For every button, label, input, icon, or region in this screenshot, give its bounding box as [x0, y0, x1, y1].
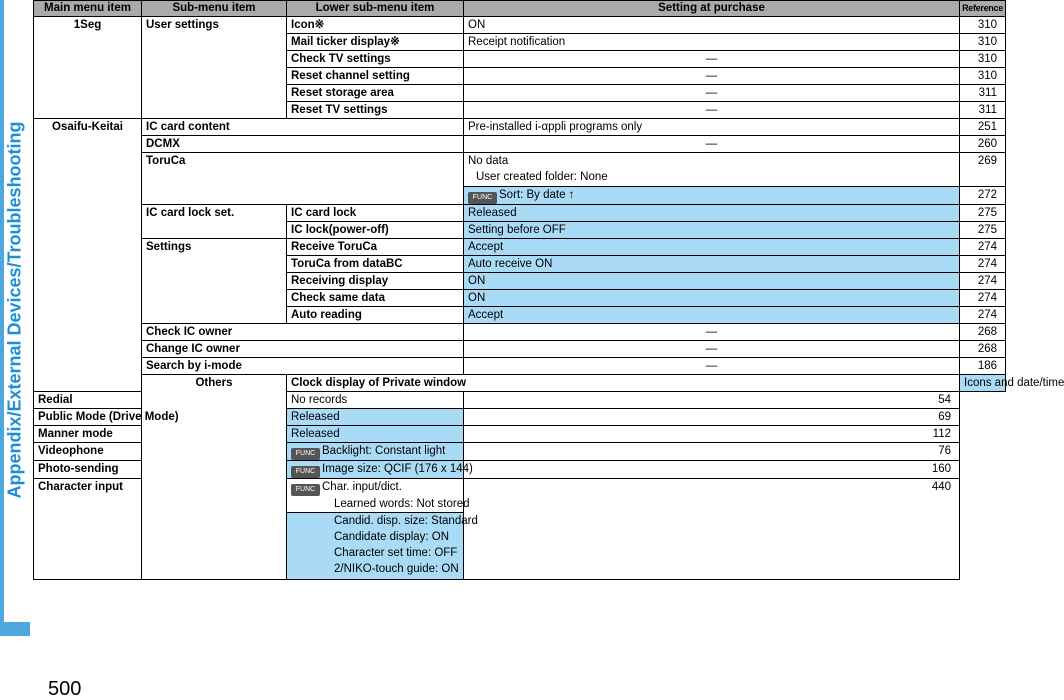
reference-page: 160 [464, 461, 960, 479]
settings-table [33, 0, 1064, 580]
setting-line [291, 479, 459, 496]
reference-page: 260 [960, 136, 1006, 153]
setting-value: Accept [464, 307, 960, 324]
table-row [34, 426, 1006, 443]
setting-line: 2/NIKO-touch guide: ON [334, 563, 459, 575]
setting-text: Image size: QCIF (176 x 144) [322, 463, 473, 475]
setting-value [287, 461, 473, 479]
setting-value: ON [464, 290, 960, 307]
reference-page: 310 [960, 17, 1006, 34]
table-row [34, 153, 1006, 187]
header-row [34, 1, 1006, 17]
setting-text: Char. input/dict. [322, 481, 402, 493]
setting-line: No data [468, 155, 509, 167]
lower-item: IC card lock [287, 205, 464, 222]
setting-value [287, 479, 470, 513]
sub-item: IC card content [142, 119, 464, 136]
lower-item: Mail ticker display※ [287, 34, 464, 51]
setting-text: Backlight: Constant light [322, 445, 446, 457]
table-row [34, 443, 1006, 461]
table-row [34, 239, 1006, 256]
reference-page: 310 [960, 51, 1006, 68]
reference-page: 112 [464, 426, 960, 443]
table-row [34, 136, 1006, 153]
sub-item: IC card lock set. [142, 205, 287, 239]
reference-page: 311 [960, 85, 1006, 102]
setting-value [464, 187, 960, 205]
sub-item: Search by i-mode [142, 358, 464, 375]
setting-value: Auto receive ON [464, 256, 960, 273]
setting-line: User created folder: None [476, 171, 608, 183]
setting-value: Receipt notification [464, 34, 960, 51]
setting-value: — [464, 68, 960, 85]
main-item: 1Seg [34, 17, 142, 119]
main-item: Others [142, 375, 287, 580]
sub-item: Clock display of Private window [287, 375, 960, 392]
setting-value: ON [464, 273, 960, 290]
table-row [34, 205, 1006, 222]
setting-line: Candid. disp. size: Standard [334, 515, 478, 527]
sub-item: Public Mode (Drive Mode) [34, 409, 287, 426]
lower-item: Receive ToruCa [287, 239, 464, 256]
reference-page: 69 [464, 409, 960, 426]
sub-item: Check IC owner [142, 324, 464, 341]
lower-item: IC lock(power-off) [287, 222, 464, 239]
header-setting: Setting at purchase [464, 1, 960, 17]
setting-value [464, 153, 960, 187]
table-row [34, 479, 1006, 513]
setting-value: No records [287, 392, 464, 409]
sub-item: Videophone [34, 443, 287, 461]
sub-item: Manner mode [34, 426, 287, 443]
setting-text: Sort: By date ↑ [499, 189, 575, 201]
table-row [34, 461, 1006, 479]
reference-page: 274 [960, 256, 1006, 273]
table-row [34, 375, 1006, 392]
sub-item: User settings [142, 17, 287, 119]
reference-page: 272 [960, 187, 1006, 205]
lower-item: Reset storage area [287, 85, 464, 102]
sub-item: Change IC owner [142, 341, 464, 358]
setting-value: — [464, 136, 960, 153]
table-row [34, 409, 1006, 426]
setting-line: Character set time: OFF [334, 547, 458, 559]
reference-page: 274 [960, 307, 1006, 324]
side-bar [0, 0, 4, 630]
setting-value [287, 513, 478, 580]
table-row [34, 341, 1006, 358]
side-tab [0, 0, 30, 630]
setting-value: Released [464, 205, 960, 222]
reference-page: 269 [960, 153, 1006, 187]
func-key-icon: FUNC [291, 484, 320, 496]
header-main: Main menu item [34, 1, 142, 17]
table-row [34, 324, 1006, 341]
setting-value: Pre-installed i-αppli programs only [464, 119, 960, 136]
func-key-icon: FUNC [468, 192, 497, 204]
sub-item: Character input [34, 479, 287, 580]
side-title: Appendix/External Devices/Troubleshooting [4, 121, 25, 499]
setting-value [287, 443, 464, 461]
header-lower: Lower sub-menu item [287, 1, 464, 17]
reference-page: 440 [464, 479, 960, 580]
setting-line: Learned words: Not stored [334, 498, 470, 510]
setting-value: — [464, 324, 960, 341]
header-reference: Reference [960, 1, 1006, 17]
reference-page: 251 [960, 119, 1006, 136]
setting-value: — [464, 341, 960, 358]
lower-item: ToruCa from dataBC [287, 256, 464, 273]
side-marker [0, 622, 30, 636]
lower-item: Receiving display [287, 273, 464, 290]
table-row [34, 119, 1006, 136]
reference-page: 274 [960, 273, 1006, 290]
main-item: Osaifu-Keitai [34, 119, 142, 392]
reference-page: 275 [960, 222, 1006, 239]
setting-value: — [464, 102, 960, 119]
page-number: 500 [48, 678, 82, 700]
reference-page: 268 [960, 341, 1006, 358]
lower-item: Check same data [287, 290, 464, 307]
lower-item: Auto reading [287, 307, 464, 324]
header-sub: Sub-menu item [142, 1, 287, 17]
sub-item: Photo-sending [34, 461, 287, 479]
reference-page: 274 [960, 239, 1006, 256]
sub-item: ToruCa [142, 153, 464, 205]
table-row [34, 17, 1006, 34]
lower-item: Icon※ [287, 17, 464, 34]
reference-page: 275 [960, 205, 1006, 222]
setting-value: Accept [464, 239, 960, 256]
setting-value: Released [287, 409, 464, 426]
sub-item: Redial [34, 392, 287, 409]
lower-item: Check TV settings [287, 51, 464, 68]
table-row [34, 392, 1006, 409]
setting-value: Icons and date/time [960, 375, 1006, 392]
sub-item: Settings [142, 239, 287, 324]
reference-page: 268 [960, 324, 1006, 341]
sub-item: DCMX [142, 136, 464, 153]
func-key-icon: FUNC [291, 466, 320, 478]
table-row [34, 358, 1006, 375]
reference-page: 186 [960, 358, 1006, 375]
setting-value: Setting before OFF [464, 222, 960, 239]
reference-page: 76 [464, 443, 960, 461]
lower-item: Reset TV settings [287, 102, 464, 119]
lower-item: Reset channel setting [287, 68, 464, 85]
reference-page: 310 [960, 68, 1006, 85]
reference-page: 54 [464, 392, 960, 409]
setting-value: — [464, 51, 960, 68]
setting-value: — [464, 358, 960, 375]
setting-value: Released [287, 426, 464, 443]
setting-value: ON [464, 17, 960, 34]
setting-value: — [464, 85, 960, 102]
reference-page: 274 [960, 290, 1006, 307]
reference-page: 310 [960, 34, 1006, 51]
func-key-icon: FUNC [291, 448, 320, 460]
setting-line: Candidate display: ON [334, 531, 450, 543]
reference-page: 311 [960, 102, 1006, 119]
